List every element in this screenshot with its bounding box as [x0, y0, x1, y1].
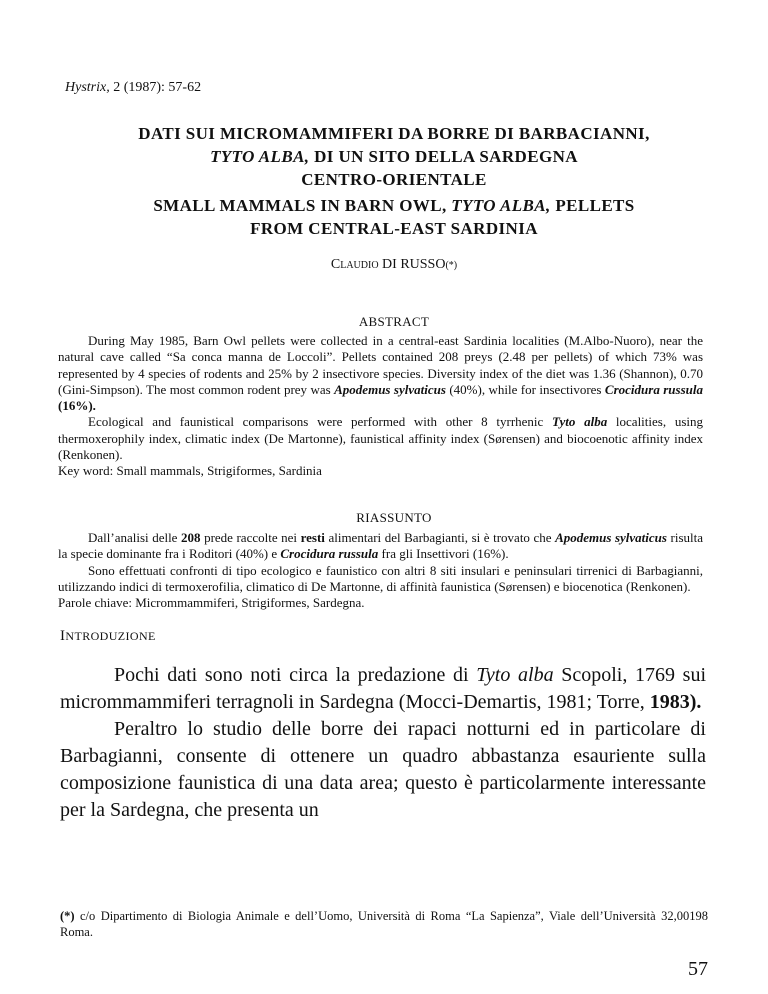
riassunto-paragraph-2: Sono effettuati confronti di tipo ecologico e faunistico con altri 8 siti insulari e peninsulari tirrenici di Barbagianni, utilizzando indici di termoxerofilia, climatico di De Martonne, di affinità faunistica (Sørensen) e biocenotica (Renkonen).	[58, 562, 703, 594]
abstract-p1-text-a: During May 1985, Barn Owl pellets were collected in a central-east Sardinia localities (M.Albo-Nuoro), near the natural cave called “Sa conca manna de Loccoli”. Pellets contained 208 preys (2.48 per pellets) of which 73% was represented by 4 species of rodents and 25% by 2 insectivore species. Diversity index of the diet was 1.36 (Shannon), 0.70 (Gini-Simpson). The most common rodent prey was	[58, 333, 703, 397]
english-title	[60, 194, 728, 240]
riassunto-p1-text-b: prede raccolte nei	[200, 530, 301, 545]
abstract-paragraph-2	[58, 414, 703, 463]
riassunto-species-crocidura: Crocidura russula	[280, 546, 379, 562]
author-first-initial: C	[330, 257, 341, 272]
author-last-name: DI RUSSO	[378, 257, 446, 272]
introduzione-p1-year: 1983).	[649, 691, 702, 713]
page-number: 57	[688, 958, 708, 980]
abstract-species-crocidura: Crocidura russula	[604, 381, 703, 397]
italian-title-line-2	[60, 145, 728, 168]
riassunto-keywords: Parole chiave: Micrommammiferi, Strigiformes, Sardegna.	[58, 595, 365, 611]
abstract-species-apodemus: Apodemus sylvaticus	[334, 381, 446, 397]
introduzione-heading-rest: NTRODUZIONE	[65, 629, 156, 643]
abstract-p1-text-b: (40%), while for insectivores	[445, 381, 605, 397]
introduzione-species-tyto: Tyto alba	[476, 664, 554, 686]
abstract-body	[58, 333, 703, 480]
abstract-keywords: Key word: Small mammals, Strigiformes, Sardinia	[58, 463, 322, 479]
riassunto-p1-text-e: fra gli Insettivori (16%).	[378, 546, 509, 562]
riassunto-p1-text-c: alimentari del Barbagianti, si è trovato che	[324, 530, 556, 545]
author-footnote-mark: (*)	[445, 260, 458, 271]
introduzione-body	[60, 662, 706, 824]
author	[60, 257, 728, 273]
introduzione-paragraph-2: Peraltro lo studio delle borre dei rapaci notturni ed in particolare di Barbagianni, consente di ottenere un quadro abbastanza esauriente sulla composizione faunistica di una data area; questo è particolarmente interessante per la Sardegna, che presenta un	[60, 718, 706, 821]
introduzione-heading-initial: I	[60, 628, 66, 644]
author-first-rest: LAUDIO	[340, 260, 379, 271]
italian-title	[60, 122, 728, 191]
riassunto-heading: RIASSUNTO	[356, 510, 432, 525]
introduzione-heading	[60, 628, 156, 645]
journal-volume-pages: 2 (1987): 57-62	[109, 80, 202, 95]
riassunto-species-apodemus: Apodemus sylvaticus	[555, 530, 667, 545]
riassunto-p1-text-a: Dall’analisi delle	[88, 530, 182, 545]
introduzione-p1-text-b: Scopoli, 1769 sui micrommammiferi terragnoli in Sardegna (Mocci-Demartis, 1981; Torre,	[60, 664, 707, 713]
riassunto-paragraph-1	[58, 530, 703, 563]
italian-title-line-2-rest: DI UN SITO DELLA SARDEGNA	[309, 147, 578, 166]
abstract-heading: ABSTRACT	[358, 314, 430, 329]
footnote-mark: (*)	[60, 909, 75, 923]
english-title-line-1-a: SMALL MAMMALS IN BARN OWL,	[153, 196, 452, 215]
english-title-line-1-b: PELLETS	[550, 196, 635, 215]
abstract-p1-text-c: (16%).	[58, 398, 96, 414]
introduzione-paragraph-1	[60, 662, 706, 716]
footnote	[60, 908, 708, 940]
abstract-paragraph-1	[58, 333, 703, 414]
italian-title-line-1: DATI SUI MICROMAMMIFERI DA BORRE DI BARBACIANNI,	[138, 124, 650, 143]
english-title-line-1	[60, 194, 728, 217]
italian-title-line-3: CENTRO-ORIENTALE	[301, 170, 487, 189]
italian-title-species: TYTO ALBA,	[210, 147, 310, 166]
abstract-p2-text-a: Ecological and faunistical comparisons were performed with other 8 tyrrhenic	[88, 414, 553, 430]
riassunto-body	[58, 530, 703, 611]
abstract-species-tyto: Tyto alba	[552, 414, 608, 430]
english-title-line-2: FROM CENTRAL-EAST SARDINIA	[250, 219, 538, 238]
riassunto-p1-text-d: risulta la specie dominante fra i Roditori (40%) e	[58, 530, 703, 562]
english-title-species: TYTO ALBA,	[451, 196, 551, 215]
abstract-p2-text-b: localities, using thermoxerophily index, climatic index (De Martonne), faunistical affinity index (Sørensen) and biocoenotic affinity index (Renkonen).	[58, 414, 703, 463]
riassunto-resti: resti	[300, 530, 325, 545]
journal-name: Hystrix,	[65, 80, 110, 95]
riassunto-prey-count: 208	[181, 530, 201, 545]
introduzione-p1-text-a: Pochi dati sono noti circa la predazione di	[114, 664, 477, 686]
footnote-text: c/o Dipartimento di Biologia Animale e dell’Uomo, Università di Roma “La Sapienza”, Viale dell’Università 32,00198 Roma.	[60, 909, 708, 939]
journal-reference	[65, 80, 201, 96]
